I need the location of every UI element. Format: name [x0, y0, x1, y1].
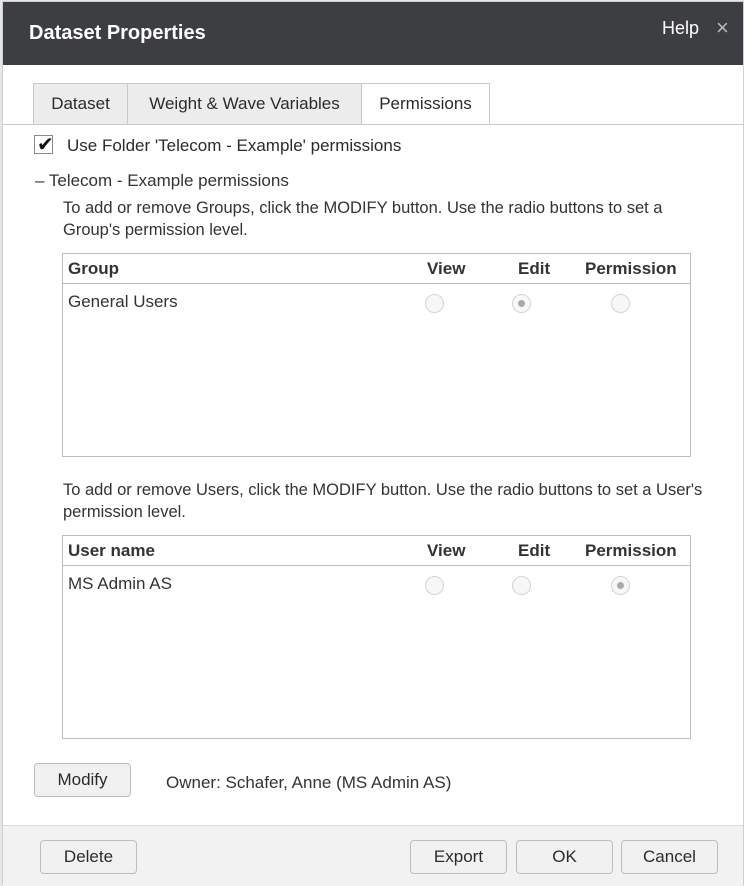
permission-radio[interactable] — [611, 294, 630, 313]
help-link[interactable]: Help — [662, 18, 700, 38]
ok-button[interactable]: OK — [516, 840, 613, 874]
dialog-titlebar — [3, 2, 743, 65]
user-name: MS Admin AS — [68, 574, 172, 593]
owner-text: Owner: Schafer, Anne (MS Admin AS) — [166, 773, 452, 792]
permission-radio[interactable] — [611, 576, 630, 595]
close-icon[interactable]: × — [716, 15, 729, 40]
view-radio[interactable] — [425, 294, 444, 313]
column-header-view: View — [427, 259, 466, 278]
tab-divider — [3, 124, 743, 125]
tab-bar — [33, 83, 490, 125]
column-header-edit: Edit — [518, 259, 551, 278]
edit-radio[interactable] — [512, 294, 531, 313]
groups-table — [62, 253, 691, 457]
groups-instruction: To add or remove Groups, click the MODIFY button. Use the radio buttons to set a Group's permission level. — [63, 199, 663, 239]
edit-radio[interactable] — [512, 576, 531, 595]
column-header-user-name: User name — [68, 541, 155, 560]
cancel-button[interactable]: Cancel — [621, 840, 718, 874]
users-table-header — [63, 536, 690, 566]
users-instruction: To add or remove Users, click the MODIFY button. Use the radio buttons to set a User's permission level. — [63, 481, 703, 521]
tab-permissions[interactable]: Permissions — [361, 83, 490, 125]
column-header-permission: Permission — [585, 259, 677, 278]
tab-dataset[interactable]: Dataset — [33, 83, 127, 125]
column-header-group: Group — [68, 259, 119, 278]
groups-table-header — [63, 254, 690, 284]
modify-button[interactable]: Modify — [34, 763, 131, 797]
delete-button[interactable]: Delete — [40, 840, 137, 874]
checkmark-icon: ✔ — [37, 134, 54, 156]
export-button[interactable]: Export — [410, 840, 507, 874]
tab-weight-wave-variables[interactable]: Weight & Wave Variables — [127, 83, 361, 125]
permissions-section-toggle[interactable]: – Telecom - Example permissions — [35, 171, 289, 190]
table-row[interactable] — [63, 566, 690, 602]
dialog-footer — [3, 826, 743, 886]
dataset-properties-dialog — [2, 1, 744, 885]
use-folder-permissions-checkbox[interactable] — [34, 135, 53, 154]
view-radio[interactable] — [425, 576, 444, 595]
column-header-view: View — [427, 541, 466, 560]
dialog-title: Dataset Properties — [29, 22, 206, 44]
use-folder-permissions-label[interactable]: Use Folder 'Telecom - Example' permissions — [67, 136, 402, 155]
table-row[interactable] — [63, 284, 690, 320]
column-header-permission: Permission — [585, 541, 677, 560]
users-table — [62, 535, 691, 739]
column-header-edit: Edit — [518, 541, 551, 560]
group-name: General Users — [68, 292, 178, 311]
